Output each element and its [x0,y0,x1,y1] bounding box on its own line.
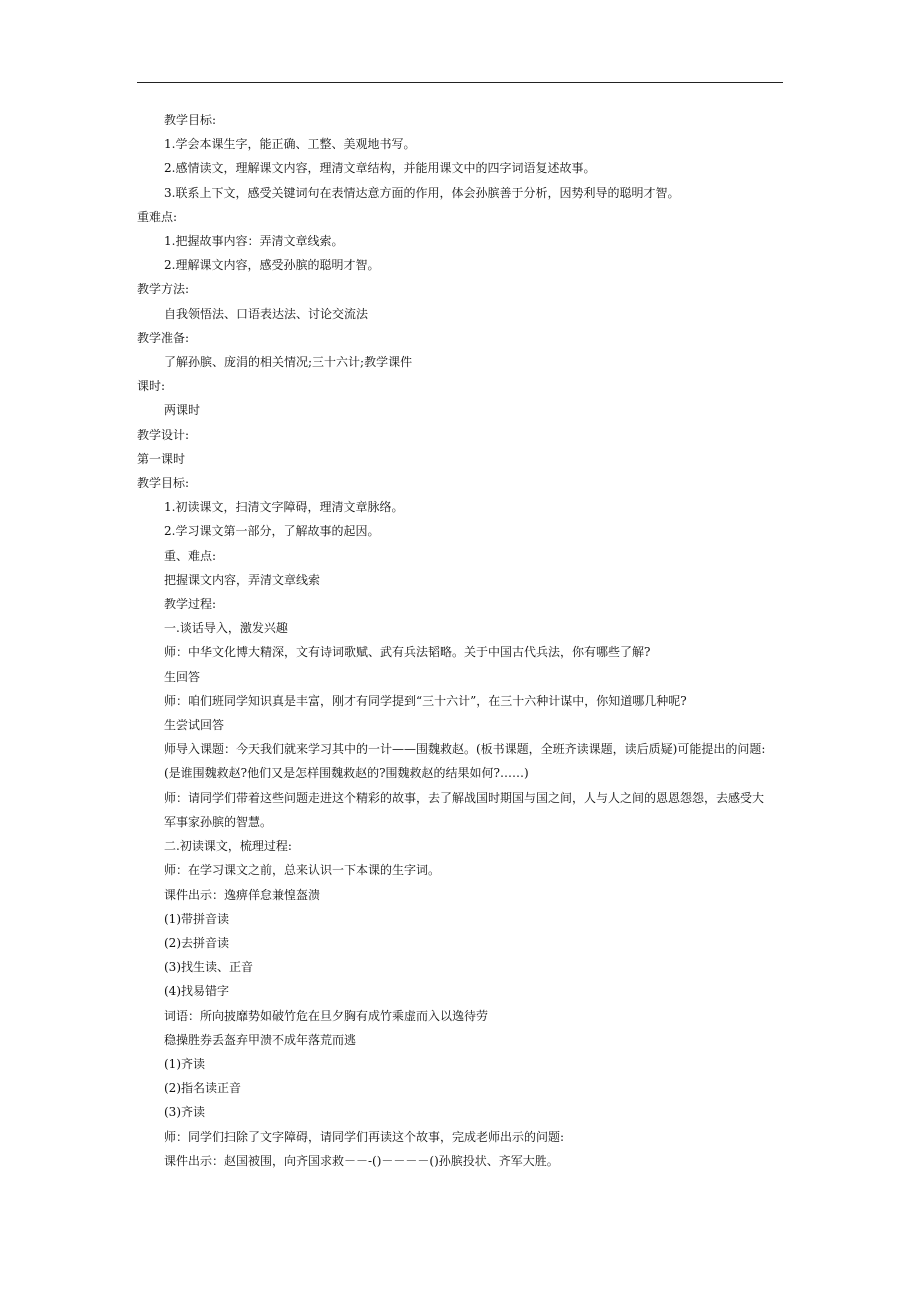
paragraph: 1.学会本课生字，能正确、工整、美观地书写。 [164,137,416,152]
paragraph: (是谁围魏救赵?他们又是怎样围魏救赵的?围魏救赵的结果如何?……) [164,766,529,781]
paragraph: 生尝试回答 [164,718,225,733]
paragraph: (3)找生读、正音 [164,960,253,975]
paragraph: (3)齐读 [164,1105,205,1120]
paragraph: 1.把握故事内容：弄清文章线索。 [164,234,344,249]
section-heading: 重难点: [137,209,178,224]
paragraph: 生回答 [164,669,201,684]
section-heading: 教学设计: [137,427,190,442]
paragraph: (4)找易错字 [164,984,229,999]
paragraph: 师：在学习课文之前，总来认识一下本课的生字词。 [164,863,441,878]
paragraph: 2.理解课文内容，感受孙膑的聪明才智。 [164,258,380,273]
section-heading: 教学目标: [164,113,217,127]
paragraph: (2)去拼音读 [164,935,229,950]
paragraph: 两课时 [164,403,201,418]
paragraph: 师：请同学们带着这些问题走进这个精彩的故事，去了解战国时期国与国之间，人与人之间的恩恩怨怨，去感受大 [164,790,765,805]
paragraph: 教学过程: [164,597,217,612]
section-heading: 课时: [137,379,166,394]
paragraph: 课件出示：赵国被围，向齐国求救－－-()－－－－()孙膑投状、齐军大胜。 [164,1153,559,1168]
paragraph: 2.学习课文第一部分，了解故事的起因。 [164,524,380,539]
header-rule [137,82,783,83]
paragraph: 重、难点: [164,548,217,563]
paragraph: 二.初读课文，梳理过程: [164,839,292,854]
paragraph: 了解孙膑、庞涓的相关情况;三十六计;教学课件 [164,355,413,370]
paragraph: 师：同学们扫除了文字障碍，请同学们再读这个故事，完成老师出示的问题: [164,1129,565,1144]
paragraph: 课件出示：逸痹佯怠兼惶盔溃 [164,887,321,902]
paragraph: 师导入课题：今天我们就来学习其中的一计——围魏救赵。(板书课题，全班齐读课题，读后质疑)可能提出的问题: [164,742,766,757]
section-heading: 第一课时 [137,451,186,466]
paragraph: 军事家孙膑的智慧。 [164,814,273,829]
paragraph: 3.联系上下文，感受关键词句在表情达意方面的作用，体会孙膑善于分析，因势利导的聪明才智。 [164,185,680,200]
section-heading: 教学目标: [137,476,190,491]
paragraph: 1.初读课文，扫清文字障碍，理清文章脉络。 [164,500,404,515]
section-heading: 教学准备: [137,330,190,345]
paragraph: (1)带拼音读 [164,911,229,926]
paragraph: 师：中华文化博大精深，文有诗词歌赋、武有兵法韬略。关于中国古代兵法，你有哪些了解? [164,645,651,660]
paragraph: (2)指名读正音 [164,1081,241,1096]
paragraph: 把握课文内容，弄清文章线索 [164,572,321,587]
section-heading: 教学方法: [137,282,190,297]
document-body [137,108,797,1173]
paragraph: 一.谈话导入，激发兴趣 [164,621,288,636]
paragraph: (1)齐读 [164,1056,205,1071]
paragraph: 师：咱们班同学知识真是丰富，刚才有同学提到“三十六计”，在三十六种计谋中，你知道哪几种呢? [164,693,687,708]
paragraph: 词语：所向披靡势如破竹危在旦夕胸有成竹乘虚而入以逸待劳 [164,1008,489,1023]
paragraph: 自我领悟法、口语表达法、讨论交流法 [164,306,369,321]
paragraph: 稳操胜券丢盔弃甲溃不成年落荒而逃 [164,1032,357,1047]
paragraph: 2.感情读文，理解课文内容，理清文章结构，并能用课文中的四字词语复述故事。 [164,161,596,176]
